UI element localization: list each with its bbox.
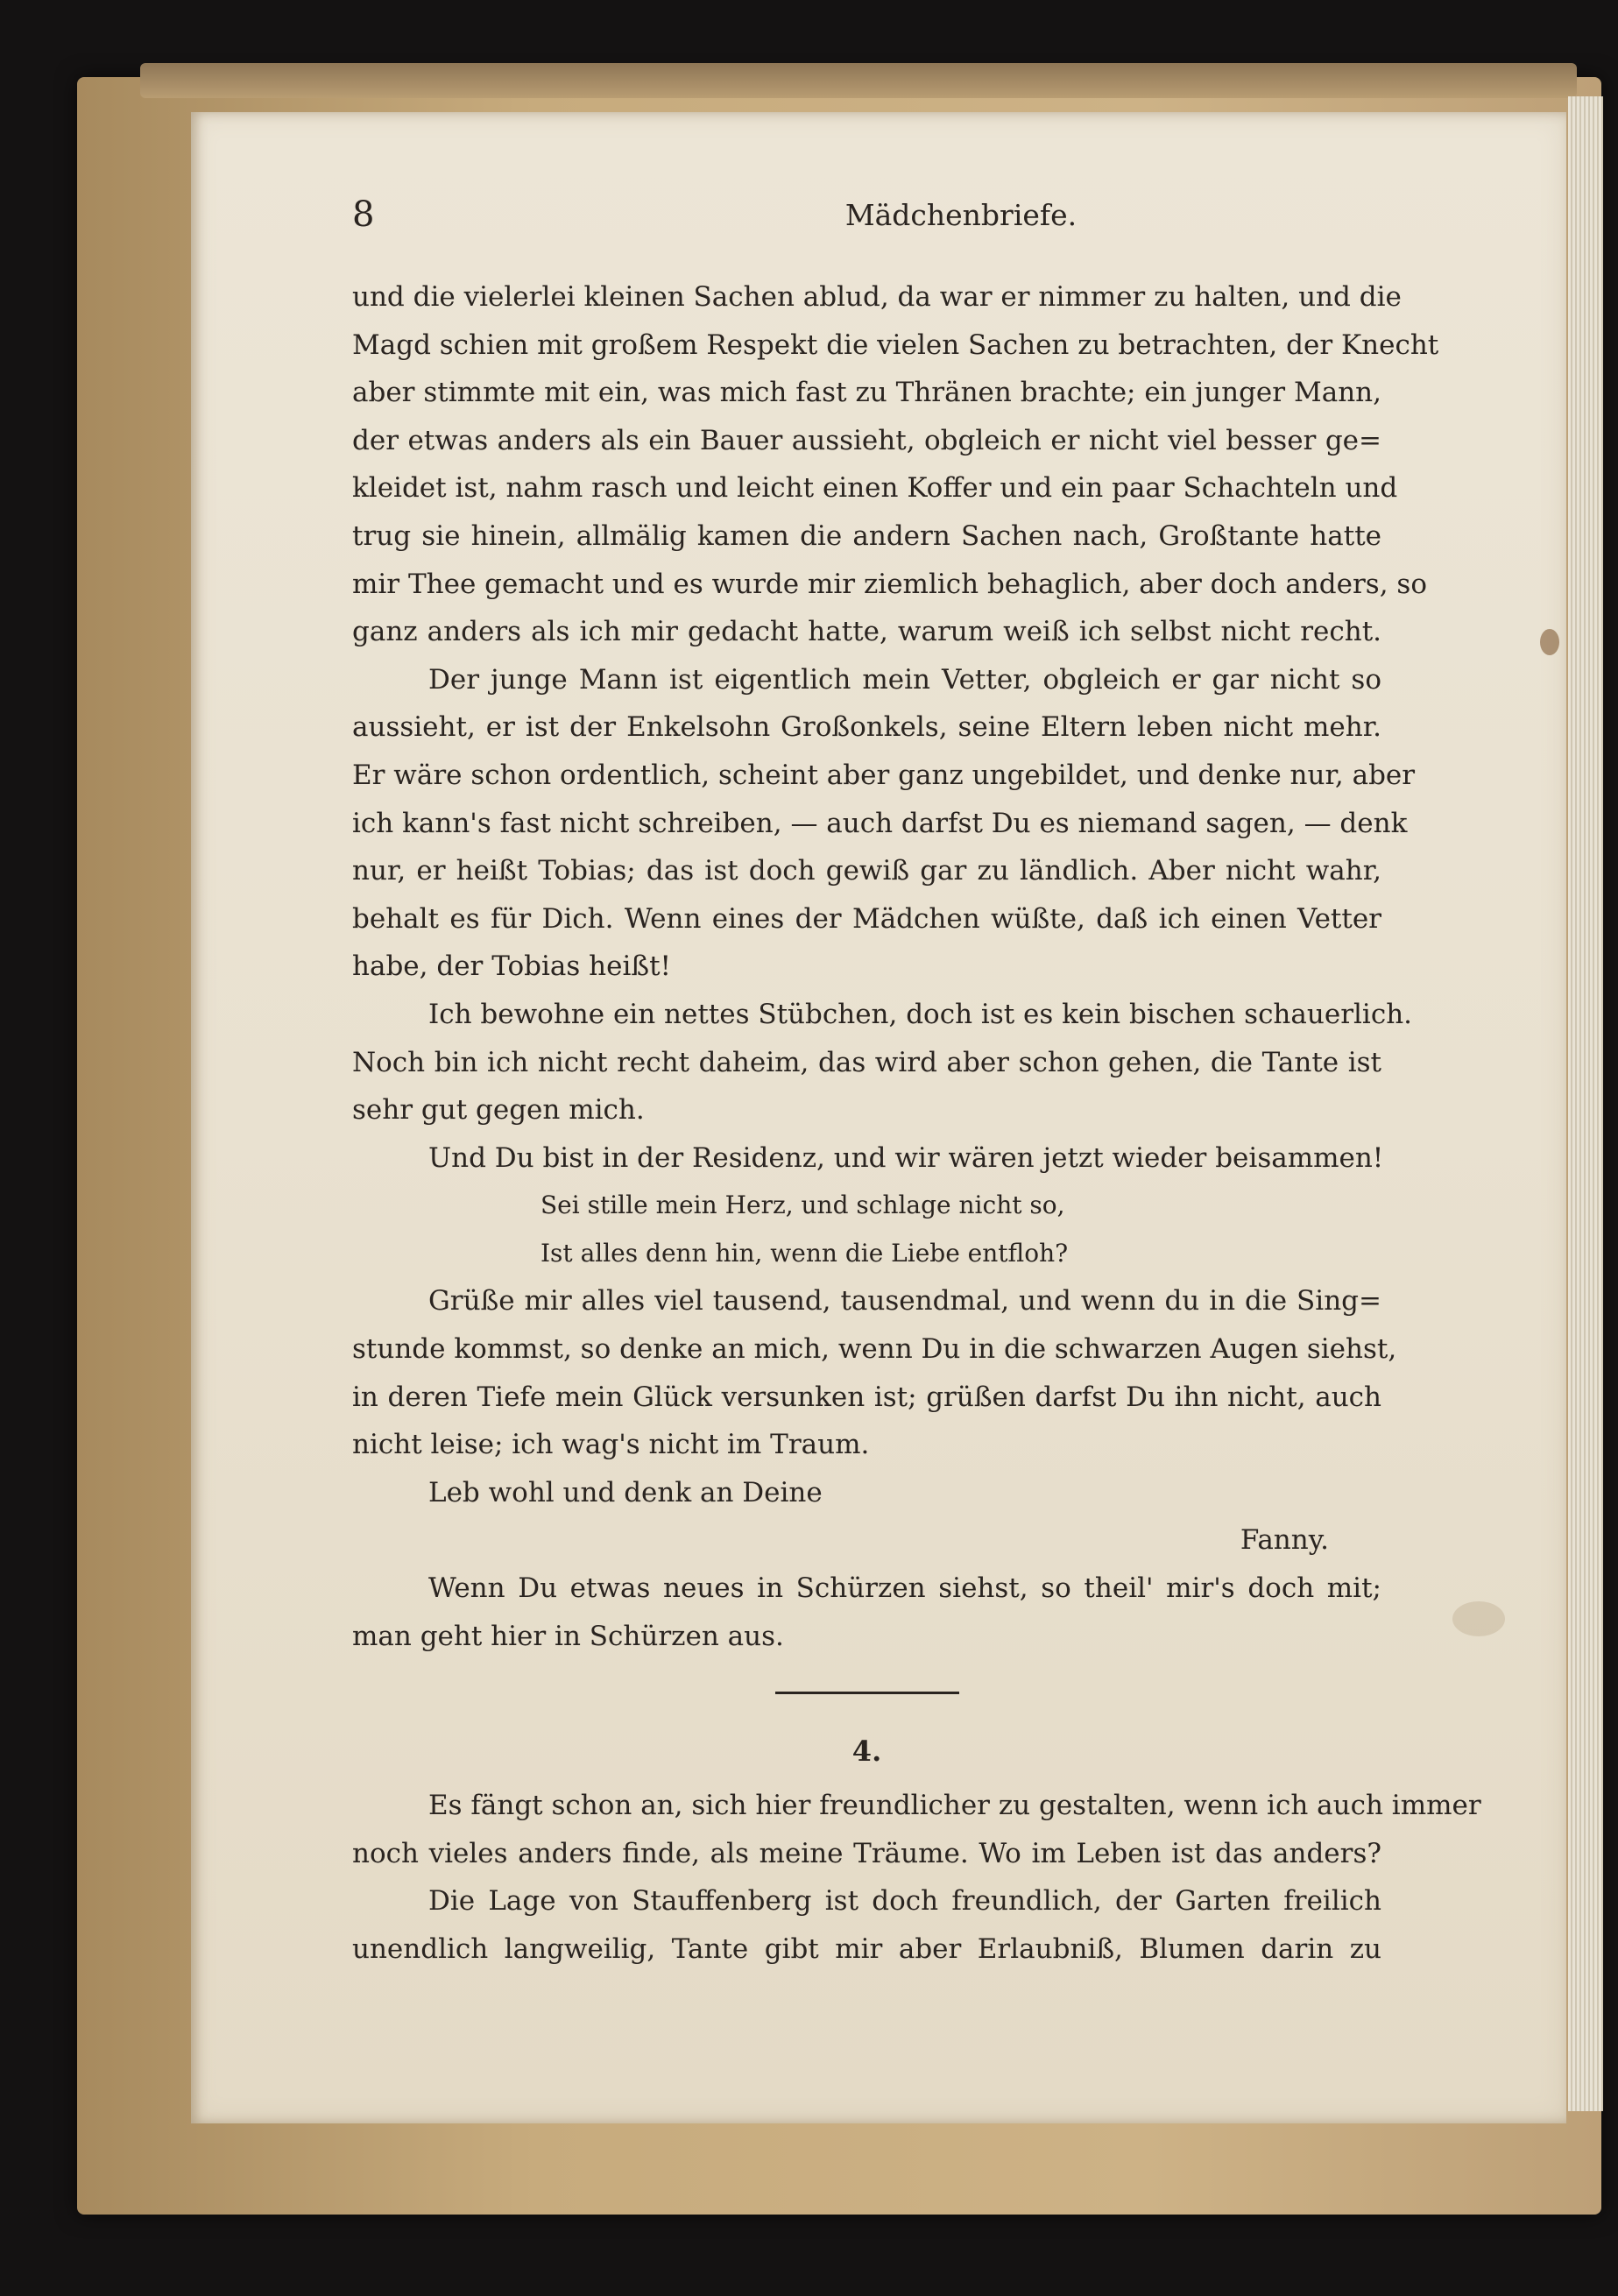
postscript-line: Wenn Du etwas neues in Schürzen siehst, so theil' mir's doch mit; xyxy=(428,1572,1381,1605)
text-line: ganz anders als ich mir gedacht hatte, warum weiß ich selbst nicht recht. xyxy=(352,616,1381,648)
text-line: Es fängt schon an, sich hier freundlicher zu gestalten, wenn ich auch immer xyxy=(428,1790,1481,1822)
text-line: sehr gut gegen mich. xyxy=(352,1094,645,1127)
text-line: nur, er heißt Tobias; das ist doch gewiß gar zu ländlich. Aber nicht wahr, xyxy=(352,855,1381,887)
text-line: noch vieles anders finde, als meine Träume. Wo im Leben ist das anders? xyxy=(352,1837,1381,1869)
page-block-edge xyxy=(1568,96,1603,2111)
text-line: in deren Tiefe mein Glück versunken ist; grüßen darfst Du ihn nicht, auch xyxy=(352,1381,1381,1413)
verse-line: Sei stille mein Herz, und schlage nicht so, xyxy=(541,1190,1065,1220)
paper-stain xyxy=(1452,1601,1505,1636)
cover-top-edge xyxy=(140,63,1577,98)
text-line: Noch bin ich nicht recht daheim, das wird aber schon gehen, die Tante ist xyxy=(352,1046,1381,1078)
running-title: Mädchenbriefe. xyxy=(844,198,1077,232)
letter-number: 4. xyxy=(851,1734,882,1769)
postscript-line: man geht hier in Schürzen aus. xyxy=(352,1620,784,1652)
text-line: Der junge Mann ist eigentlich mein Vetter, obgleich er gar nicht so xyxy=(428,663,1381,696)
text-line: unendlich langweilig, Tante gibt mir aber Erlaubniß, Blumen darin zu xyxy=(352,1933,1381,1965)
text-line: und die vielerlei kleinen Sachen ablud, da war er nimmer zu halten, und die xyxy=(352,281,1402,313)
text-line: aussieht, er ist der Enkelsohn Großonkels, seine Eltern leben nicht mehr. xyxy=(352,711,1381,744)
text-line: ich kann's fast nicht schreiben, — auch darfst Du es niemand sagen, — denk xyxy=(352,807,1408,839)
ink-spot xyxy=(1540,629,1559,655)
text-line: Er wäre schon ordentlich, scheint aber ganz ungebildet, und denke nur, aber xyxy=(352,759,1416,791)
section-divider xyxy=(775,1692,959,1694)
signature: Fanny. xyxy=(1240,1524,1329,1557)
verse-line: Ist alles denn hin, wenn die Liebe entfloh? xyxy=(541,1238,1069,1268)
spacer xyxy=(352,1660,1381,1692)
text-line: stunde kommst, so denke an mich, wenn Du in die schwarzen Augen siehst, xyxy=(352,1333,1397,1366)
text-line: Und Du bist in der Residenz, und wir wären jetzt wieder beisammen! xyxy=(428,1141,1384,1174)
page-number: 8 xyxy=(352,194,375,235)
text-line: kleidet ist, nahm rasch und leicht einen Koffer und ein paar Schachteln und xyxy=(352,472,1398,505)
text-line: Magd schien mit großem Respekt die vielen Sachen zu betrachten, der Knecht xyxy=(352,329,1439,361)
text-line: der etwas anders als ein Bauer aussieht, obgleich er nicht viel besser ge= xyxy=(352,424,1381,456)
page-header xyxy=(352,194,1386,247)
text-line: Ich bewohne ein nettes Stübchen, doch ist es kein bischen schauerlich. xyxy=(428,998,1413,1030)
text-line: nicht leise; ich wag's nicht im Traum. xyxy=(352,1429,870,1461)
text-line: habe, der Tobias heißt! xyxy=(352,950,671,983)
text-line: trug sie hinein, allmälig kamen die andern Sachen nach, Großtante hatte xyxy=(352,519,1381,552)
text-line: Grüße mir alles viel tausend, tausendmal, und wenn du in die Sing= xyxy=(428,1285,1381,1318)
page-text xyxy=(352,273,1481,1974)
text-line: behalt es für Dich. Wenn eines der Mädchen wüßte, daß ich einen Vetter xyxy=(352,902,1381,935)
closing-line: Leb wohl und denk an Deine xyxy=(428,1476,823,1508)
text-line: aber stimmte mit ein, was mich fast zu Thränen brachte; ein junger Mann, xyxy=(352,377,1381,409)
text-line: Die Lage von Stauffenberg ist doch freundlich, der Garten freilich xyxy=(428,1885,1381,1918)
text-line: mir Thee gemacht und es wurde mir ziemlich behaglich, aber doch anders, so xyxy=(352,568,1427,600)
